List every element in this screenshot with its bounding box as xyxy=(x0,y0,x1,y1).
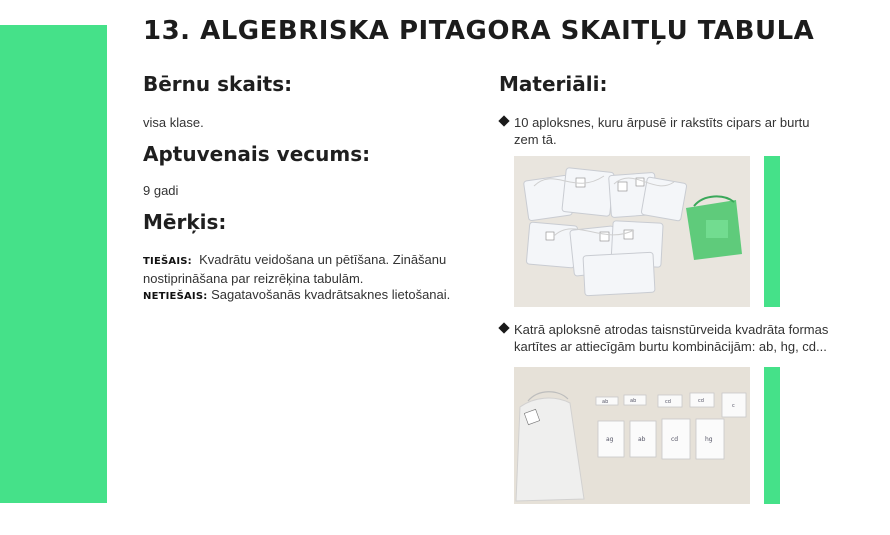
goal-direct-text: Kvadrātu veidošana un pētīšana. Zināšanu nostiprināšana par reizrēķina tabulām. xyxy=(143,252,447,286)
card-label: c xyxy=(732,403,735,409)
goal-indirect xyxy=(143,286,473,305)
accent-stripe-1 xyxy=(764,156,780,307)
bullet-icon xyxy=(498,115,509,126)
age-heading: Aptuvenais vecums: xyxy=(143,142,371,166)
card-label: ab xyxy=(638,436,646,443)
children-value: visa klase. xyxy=(143,115,204,130)
goal-indirect-text: Sagatavošanās kvadrātsaknes lietošanai. xyxy=(211,287,451,302)
goal-direct-label: TIEŠAIS: xyxy=(143,256,192,267)
goal-heading: Mērķis: xyxy=(143,210,227,234)
card-label: cd xyxy=(665,399,671,405)
card-label: ag xyxy=(606,436,614,443)
card-label: cd xyxy=(698,398,704,404)
page-title: 13. ALGEBRISKA PITAGORA SKAITĻU TABULA xyxy=(143,16,815,46)
card-label: hg xyxy=(705,436,713,443)
materials-item-2: Katrā aploksnē atrodas taisnstūrveida kvadrāta formas kartītes ar attiecīgām burtu kombinācijām: ab, hg, cd... xyxy=(514,322,829,354)
card-label: ab xyxy=(602,399,609,405)
materials-heading: Materiāli: xyxy=(499,72,608,96)
card-label: cd xyxy=(671,436,679,443)
accent-stripe-2 xyxy=(764,367,780,504)
left-accent-band xyxy=(0,25,107,503)
materials-item-1: 10 aploksnes, kuru ārpusē ir rakstīts cipars ar burtu zem tā. xyxy=(514,115,810,147)
goal-indirect-label: NETIEŠAIS: xyxy=(143,291,208,302)
age-value: 9 gadi xyxy=(143,183,179,198)
children-heading: Bērnu skaits: xyxy=(143,72,293,96)
cards-photo xyxy=(514,367,750,504)
goal-direct xyxy=(143,251,473,287)
bullet-icon xyxy=(498,322,509,333)
card-label: ab xyxy=(630,398,637,404)
envelopes-photo xyxy=(514,156,750,307)
